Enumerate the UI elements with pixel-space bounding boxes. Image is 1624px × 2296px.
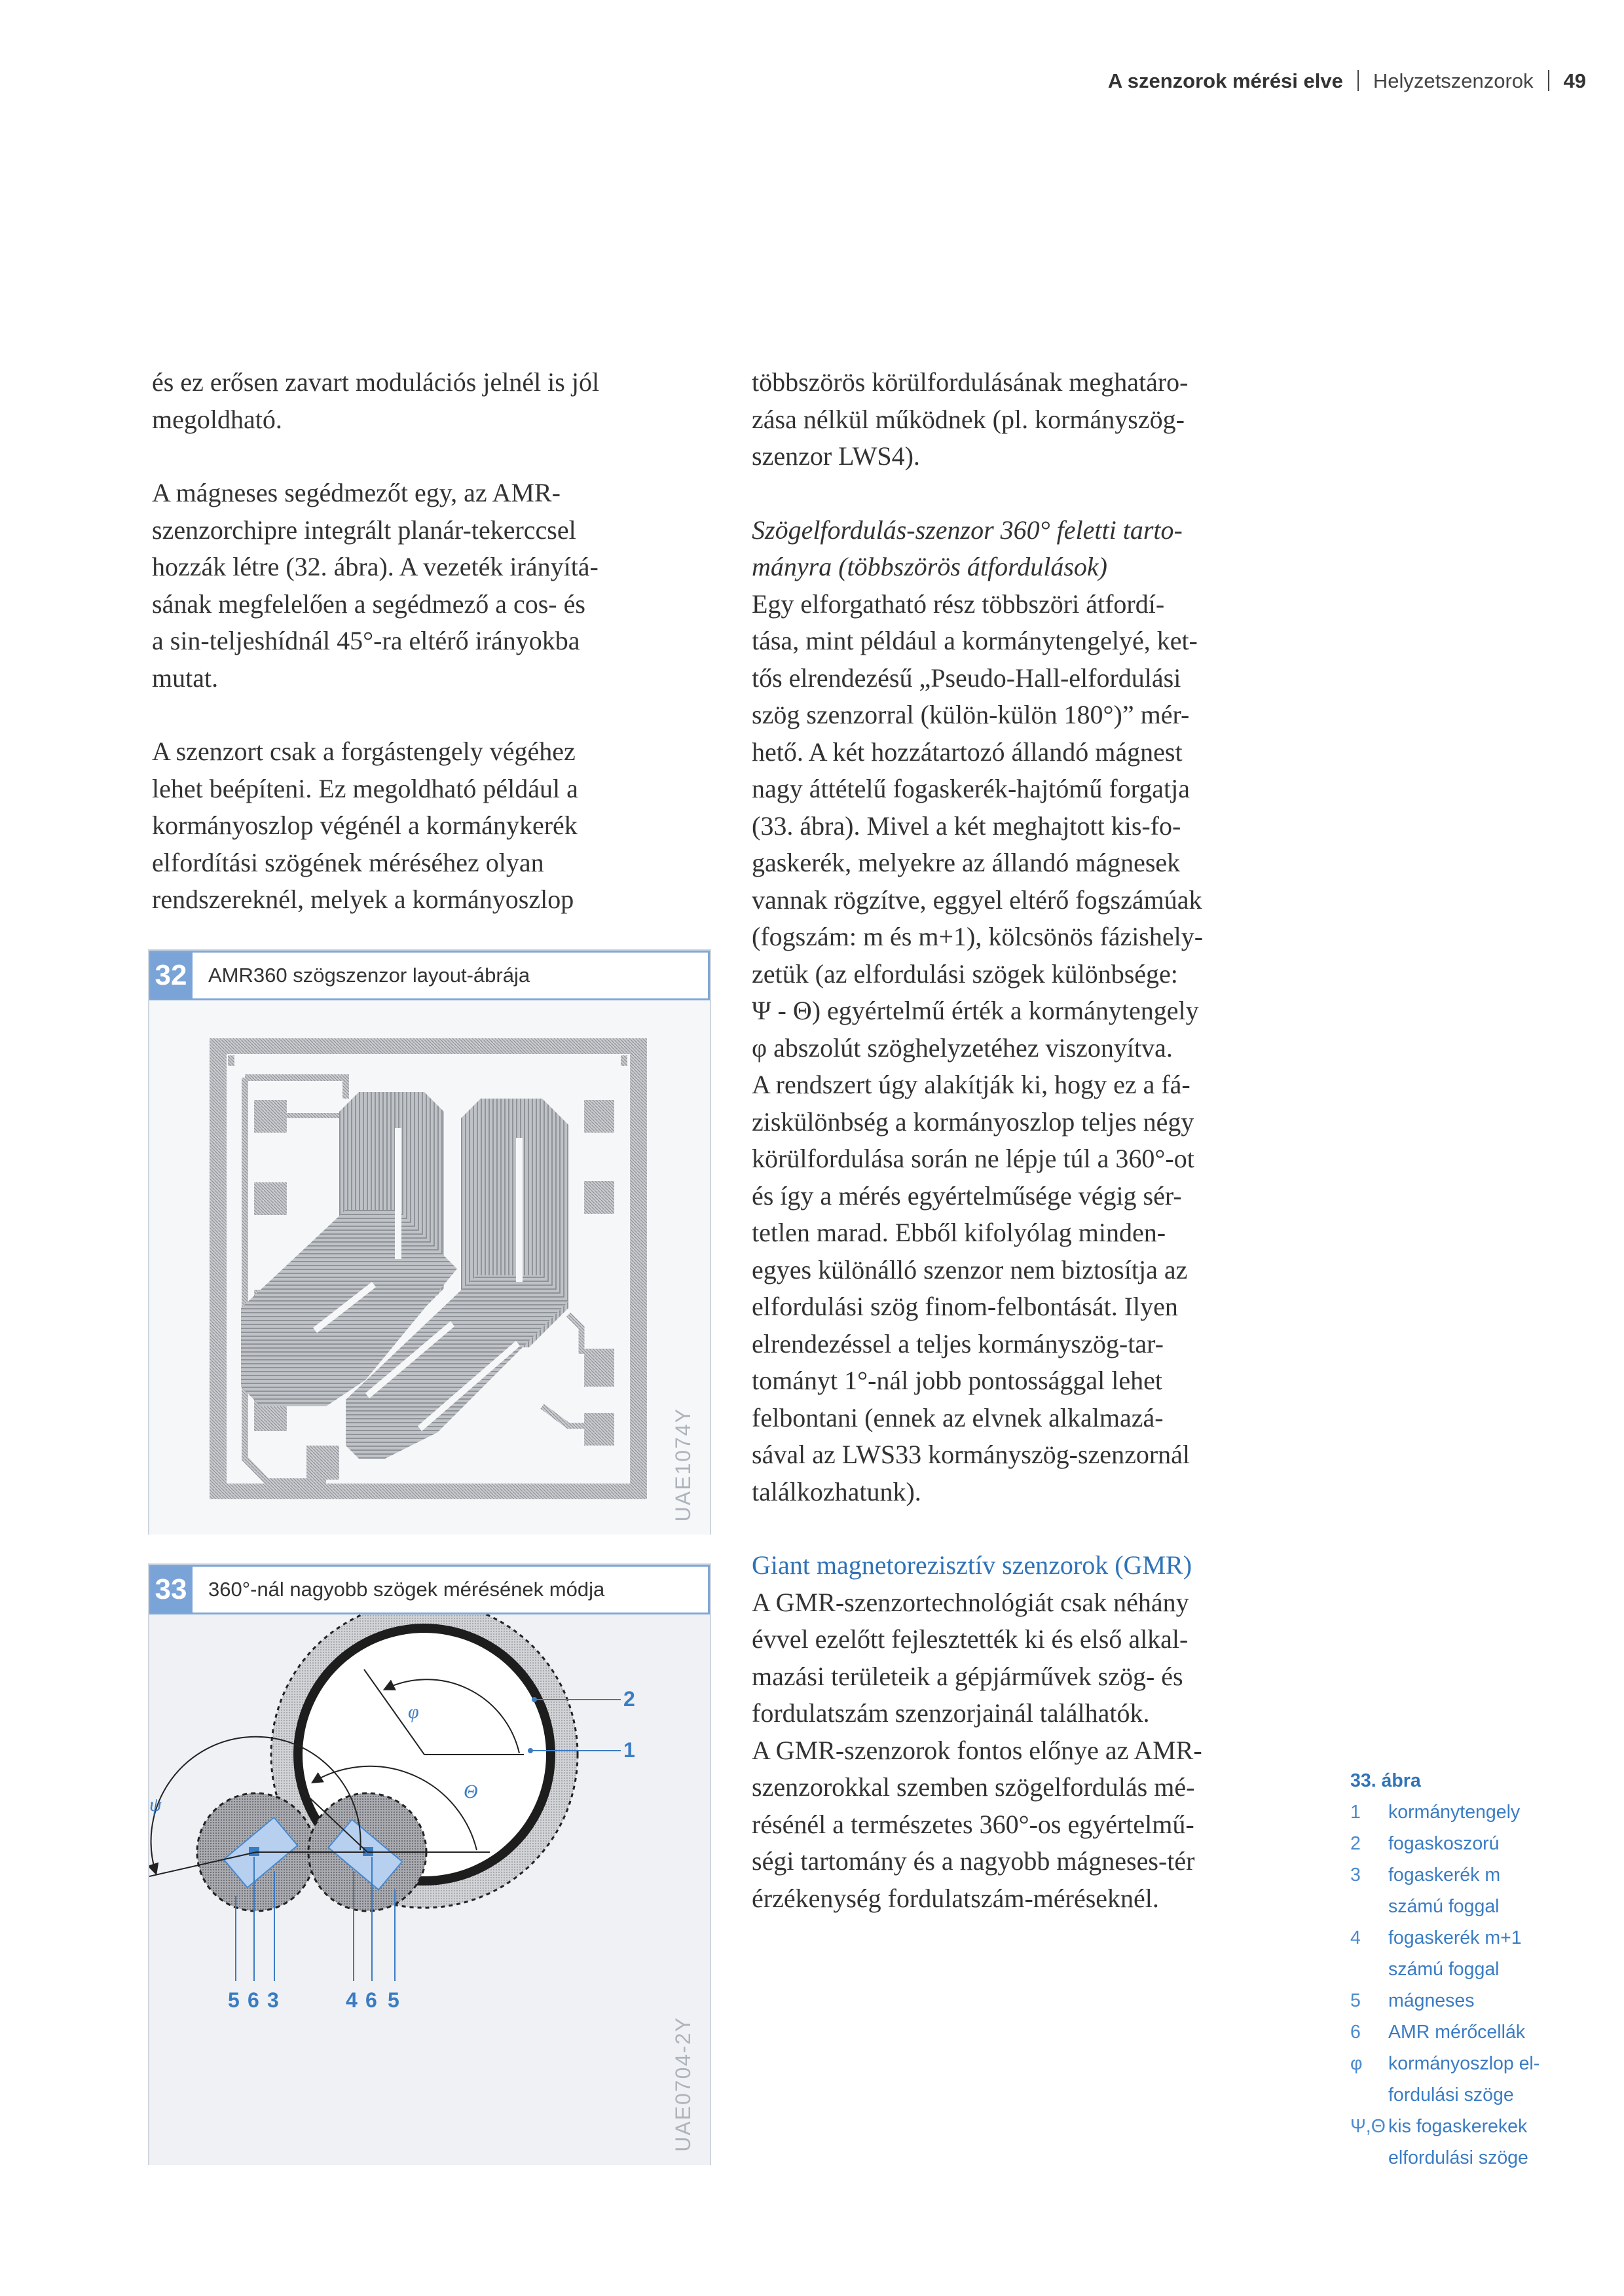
figure-33-legend bbox=[1350, 1765, 1612, 2174]
figure-body bbox=[149, 1614, 710, 2165]
text-line: A rendszert úgy alakítják ki, hogy ez a fá- bbox=[752, 1070, 1190, 1099]
text-line: hozzák létre (32. ábra). A vezeték irányítá- bbox=[152, 552, 599, 581]
text-line: sának megfelelően a segédmező a cos- és bbox=[152, 589, 585, 619]
text-line: elfordítási szögének méréséhez olyan bbox=[152, 847, 544, 877]
text-line: egyes különálló szenzor nem biztosítja az bbox=[752, 1254, 1188, 1285]
legend-value: fogaskerék m+1 számú foggal bbox=[1388, 1927, 1522, 1980]
header-divider bbox=[1357, 70, 1359, 91]
text-line: zása nélkül működnek (pl. kormányszög- bbox=[752, 404, 1185, 434]
legend-item bbox=[1350, 2111, 1612, 2174]
psi-symbol: ψ bbox=[149, 1794, 162, 1815]
legend-title: 33. ábra bbox=[1350, 1770, 1421, 1791]
text-line: Ψ - Θ) egyértelmű érték a kormánytengely bbox=[752, 996, 1199, 1025]
text-line: sával az LWS33 kormányszög-szenzornál bbox=[752, 1440, 1190, 1469]
legend-value: fogaskoszorú bbox=[1388, 1833, 1500, 1854]
text-line: résénél a természetes 360°-os egyértelmű- bbox=[752, 1809, 1194, 1839]
text-line: ségi tartomány és a nagyobb mágneses-tér bbox=[752, 1846, 1195, 1876]
page-number: 49 bbox=[1563, 69, 1586, 92]
text-line: tása, mint például a kormánytengelyé, ket- bbox=[752, 626, 1198, 655]
legend-key: 6 bbox=[1350, 2022, 1361, 2043]
legend-key: φ bbox=[1350, 2053, 1363, 2074]
text-line: hető. A két hozzátartozó állandó mágnest bbox=[752, 737, 1183, 767]
text-line: fordulatszám szenzorjainál találhatók. bbox=[752, 1698, 1150, 1728]
text-line: érzékenység fordulatszám-méréseknél. bbox=[752, 1883, 1159, 1913]
legend-item bbox=[1350, 2016, 1612, 2048]
running-header bbox=[1108, 69, 1586, 93]
figure-title: AMR360 szögszenzor layout-ábrája bbox=[208, 964, 530, 987]
legend-item bbox=[1350, 1828, 1612, 1859]
chapter-title: Helyzetszenzorok bbox=[1373, 69, 1534, 92]
text-line: Egy elforgatható rész többszöri átfordí- bbox=[752, 589, 1165, 619]
text-line: lehet beépíteni. Ez megoldható például a bbox=[152, 773, 578, 803]
text-line: és ez erősen zavart modulációs jelnél is jól bbox=[152, 367, 600, 397]
figure-32 bbox=[148, 949, 711, 1535]
text-line: (fogszám: m és m+1), kölcsönös fázishely- bbox=[752, 922, 1204, 951]
legend-value: kormányoszlop el- fordulási szöge bbox=[1388, 2053, 1540, 2105]
callout-1: 1 bbox=[623, 1738, 635, 1762]
header-divider bbox=[1548, 70, 1549, 91]
paragraph bbox=[752, 364, 1328, 475]
text-line: φ abszolút szöghelyzetéhez viszonyítva. bbox=[752, 1032, 1173, 1063]
text-line: kormányoszlop végénél a kormánykerék bbox=[152, 811, 578, 840]
right-column bbox=[752, 364, 1328, 1917]
text-line: megoldható. bbox=[152, 404, 282, 434]
figure-code: UAE1074Y bbox=[671, 1407, 695, 1522]
legend-value: fogaskerék m számú foggal bbox=[1388, 1865, 1501, 1917]
figure-code: UAE0704-2Y bbox=[671, 2016, 695, 2152]
legend-item bbox=[1350, 1859, 1612, 1922]
text-line: tős elrendezésű „Pseudo-Hall-elfordulási bbox=[752, 663, 1181, 693]
amr-chip-layout-diagram bbox=[149, 1000, 710, 1535]
text-line: szenzorokkal szemben szögelfordulás mé- bbox=[752, 1772, 1195, 1802]
text-line: zetük (az elfordulási szögek különbsége: bbox=[752, 958, 1178, 989]
text-line: szög szenzorral (külön-külön 180°)” mér- bbox=[752, 700, 1190, 729]
text-line: mazási területeik a gépjárművek szög- és bbox=[752, 1661, 1183, 1691]
text-line: ziskülönbség a kormányoszlop teljes négy bbox=[752, 1106, 1194, 1137]
text-line: mutat. bbox=[152, 663, 219, 693]
legend-value: AMR mérőcellák bbox=[1388, 2022, 1526, 2043]
paragraph bbox=[152, 364, 728, 438]
figure-number-badge: 32 bbox=[149, 953, 193, 998]
callout-6: 6 bbox=[248, 1988, 259, 2012]
callout-5: 5 bbox=[228, 1988, 240, 2012]
legend-item bbox=[1350, 1922, 1612, 1985]
gear-angle-diagram bbox=[149, 1614, 710, 2165]
callout-2: 2 bbox=[623, 1687, 635, 1711]
legend-value: mágneses bbox=[1388, 1990, 1475, 2011]
figure-body bbox=[149, 1000, 710, 1535]
paragraph bbox=[752, 586, 1328, 1511]
text-line: A mágneses segédmezőt egy, az AMR- bbox=[152, 478, 561, 507]
text-line: gaskerék, melyekre az állandó mágnesek bbox=[752, 848, 1181, 877]
paragraph bbox=[752, 1584, 1328, 1918]
subsection-title bbox=[752, 512, 1328, 586]
legend-key: 4 bbox=[1350, 1927, 1361, 1948]
figure-title: 360°-nál nagyobb szögek mérésének módja bbox=[208, 1578, 605, 1601]
legend-item bbox=[1350, 1796, 1612, 1828]
text-line: a sin-teljeshídnál 45°-ra eltérő irányokba bbox=[152, 626, 580, 655]
text-line: többszörös körülfordulásának meghatáro- bbox=[752, 367, 1189, 397]
legend-key: 5 bbox=[1350, 1990, 1361, 2011]
text-line: (33. ábra). Mivel a két meghajtott kis-fo- bbox=[752, 811, 1181, 841]
text-line: szenzor LWS4). bbox=[752, 441, 920, 471]
callout-3: 3 bbox=[267, 1988, 279, 2012]
phi-symbol: φ bbox=[408, 1701, 419, 1722]
text-line: tományt 1°-nál jobb pontossággal lehet bbox=[752, 1366, 1162, 1395]
paragraph bbox=[152, 475, 728, 697]
paragraph bbox=[152, 733, 728, 919]
text-line: A GMR-szenzorok fontos előnye az AMR- bbox=[752, 1735, 1202, 1765]
legend-value: kis fogaskerekek elfordulási szöge bbox=[1388, 2116, 1528, 2168]
text-line: rendszereknél, melyek a kormányoszlop bbox=[152, 884, 574, 914]
text-line: évvel ezelőtt fejlesztették ki és első alkal- bbox=[752, 1624, 1189, 1654]
text-line: találkozhatunk). bbox=[752, 1476, 921, 1506]
figure-33 bbox=[148, 1563, 711, 2165]
legend-key: Ψ,Θ bbox=[1350, 2116, 1386, 2137]
callout-4: 4 bbox=[346, 1988, 358, 2012]
legend-value: kormánytengely bbox=[1388, 1802, 1521, 1823]
theta-symbol: Θ bbox=[464, 1781, 478, 1802]
callout-6: 6 bbox=[365, 1988, 377, 2012]
figure-number-badge: 33 bbox=[149, 1567, 193, 1613]
legend-key: 2 bbox=[1350, 1833, 1361, 1854]
legend-key: 3 bbox=[1350, 1865, 1361, 1886]
figure-header bbox=[149, 1565, 710, 1614]
text-line: Szögelfordulás-szenzor 360° feletti tarto- bbox=[752, 515, 1183, 545]
legend-item bbox=[1350, 2048, 1612, 2111]
text-line: elfordulási szög finom-felbontását. Ilyen bbox=[752, 1292, 1178, 1321]
text-line: vannak rögzítve, eggyel eltérő fogszámúak bbox=[752, 884, 1202, 915]
section-title: A szenzorok mérési elve bbox=[1107, 69, 1343, 92]
text-line: elrendezéssel a teljes kormányszög-tar- bbox=[752, 1328, 1164, 1358]
text-line: A szenzort csak a forgástengely végéhez bbox=[152, 737, 576, 766]
text-line: szenzorchipre integrált planár-tekerccsel bbox=[152, 515, 576, 545]
text-line: felbontani (ennek az elvnek alkalmazá- bbox=[752, 1402, 1164, 1432]
text-line: A GMR-szenzortechnológiát csak néhány bbox=[752, 1587, 1189, 1617]
text-line: és így a mérés egyértelműsége végig sér- bbox=[752, 1180, 1182, 1211]
gmr-heading: Giant magnetorezisztív szenzorok (GMR) bbox=[752, 1550, 1192, 1580]
callout-5: 5 bbox=[388, 1988, 399, 2012]
legend-item bbox=[1350, 1985, 1612, 2016]
figure-header bbox=[149, 951, 710, 1000]
left-column bbox=[152, 364, 728, 919]
text-line: mányra (többszörös átfordulások) bbox=[752, 552, 1107, 581]
text-line: körülfordulása során ne lépje túl a 360°-ot bbox=[752, 1144, 1194, 1173]
text-line: tetlen marad. Ebből kifolyólag minden- bbox=[752, 1218, 1166, 1247]
legend-key: 1 bbox=[1350, 1802, 1361, 1823]
text-line: nagy áttételű fogaskerék-hajtómű forgatja bbox=[752, 774, 1190, 803]
